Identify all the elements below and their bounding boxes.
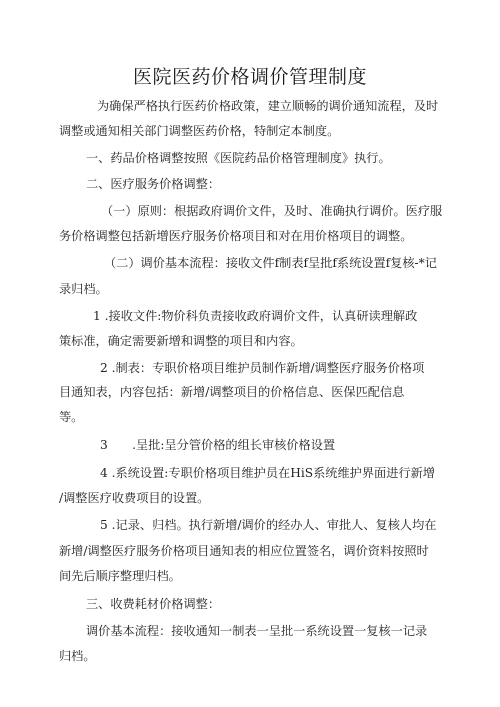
paragraph-line: 2 .制表：专职价格项目维护员制作新增/调整医疗服务价格项 (100, 361, 425, 375)
paragraph-line: /调整医疗收费项目的设置。 (59, 491, 210, 505)
paragraph-line: 3 .呈批:呈分管价格的组长审核价格设置 (100, 438, 336, 452)
paragraph-line: 归档。 (59, 649, 96, 663)
paragraph-line: （二）调价基本流程：接收文件f制表f呈批f系统设置f复核-*记 (104, 256, 437, 270)
paragraph-line: 调价基本流程：接收通知一制表一呈批一系统设置一复核一记录 (86, 624, 428, 638)
paragraph-line: 4 .系统设置:专职价格项目维护员在HiS系统维护界面进行新增 (100, 466, 435, 480)
paragraph-line: 策标准，确定需要新增和调整的项目和内容。 (59, 334, 303, 348)
document-title: 医院医药价格调价管理制度 (132, 66, 367, 88)
paragraph-line: （一）原则：根据政府调价文件，及时、准确执行调价。医疗服 (101, 204, 443, 218)
paragraph-line: 1 .接收文件:物价科负责接收政府调价文件，认真研读理解政 (93, 309, 418, 323)
paragraph-line: 调整或通知相关部门调整医药价格，特制定本制度。 (59, 124, 340, 138)
paragraph-line: 新增/调整医疗服务价格项目通知表的相应位置签名，调价资料按照时 (59, 544, 429, 558)
paragraph-line: 一、药品价格调整按照《医院药品价格管理制度》执行。 (86, 151, 391, 165)
paragraph-line: 三、收费耗材价格调整： (86, 597, 221, 611)
paragraph-line: 5 .记录、归档。执行新增/调价的经办人、审批人、复核人均在 (100, 518, 437, 532)
paragraph-line: 目通知表，内容包括：新增/调整项目的价格信息、医保匹配信息 (59, 385, 405, 399)
paragraph-line: 间先后顺序整理归档。 (59, 569, 181, 583)
paragraph-line: 二、医疗服务价格调整： (86, 177, 221, 191)
paragraph-line: 等。 (59, 410, 84, 424)
paragraph-line: 务价格调整包括新增医疗服务价格项目和对在用价格项目的调整。 (59, 229, 413, 243)
paragraph-line: 为确保严格执行医药价格政策，建立顺畅的调价通知流程，及时 (97, 99, 439, 113)
paragraph-line: 录归档。 (59, 282, 108, 296)
